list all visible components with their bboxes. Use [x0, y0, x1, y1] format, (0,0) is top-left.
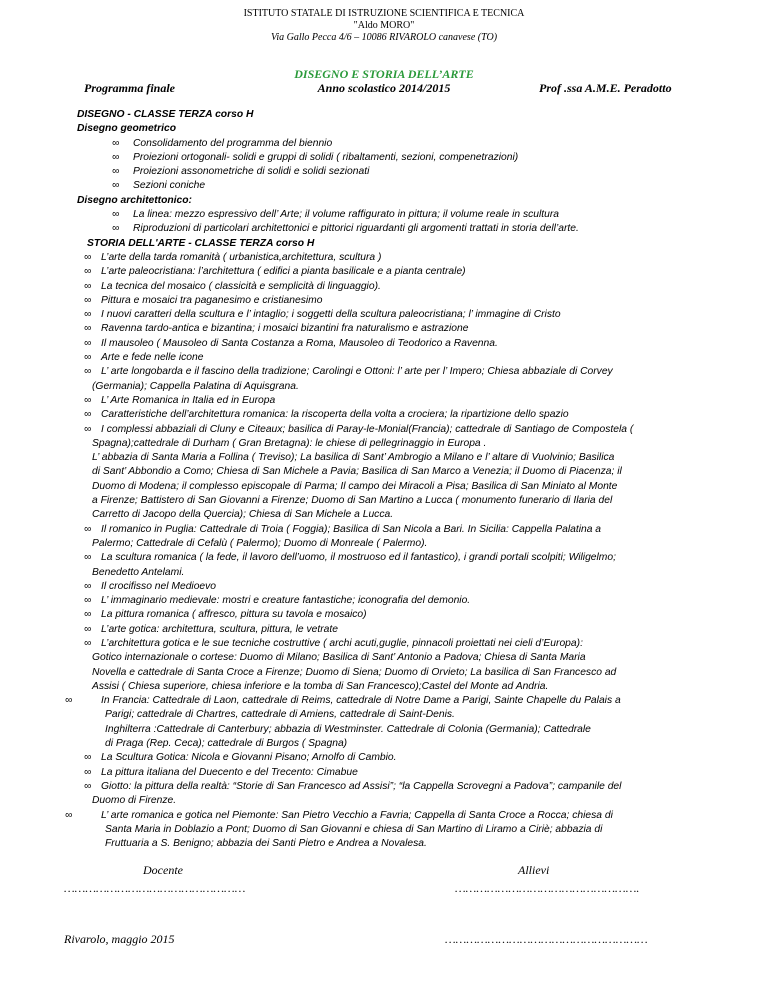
line-text: Sezioni coniche [133, 180, 206, 192]
program-line [77, 437, 707, 451]
line-text: La pittura italiana del Duecento e del Trecento: Cimabue [101, 766, 358, 778]
line-text: Proiezioni ortogonali- solidi e gruppi di solidi ( ribaltamenti, sezioni, compenetrazioni) [133, 151, 519, 163]
program-line [77, 751, 707, 765]
bullet-icon: ∞ [84, 294, 92, 306]
program-line [77, 666, 707, 680]
line-text: La tecnica del mosaico ( classicità e semplicità di linguaggio). [101, 280, 381, 292]
program-line [77, 780, 707, 794]
line-text: Palermo; Cattedrale di Cefalù ( Palermo); Duomo di Monreale ( Palermo). [92, 537, 428, 549]
bullet-icon: ∞ [112, 166, 120, 178]
line-text: Spagna);cattedrale di Durham ( Gran Bretagna): le chiese di pellegrinaggio in Europa . [92, 437, 487, 449]
place-date: Rivarolo, maggio 2015 [64, 932, 175, 946]
program-line [77, 365, 707, 379]
bullet-icon: ∞ [84, 394, 92, 406]
line-text: STORIA DELL'ARTE - CLASSE TERZA corso H [87, 237, 315, 249]
line-text: Carretto di Jacopo della Quercia); Chiesa di San Michele a Lucca. [92, 509, 394, 521]
program-line [77, 280, 707, 294]
program-line [77, 623, 707, 637]
line-text: I nuovi caratteri della scultura e l’ intaglio; i soggetti della scultura paleocristiana; l’ immagine di Cristo [101, 309, 561, 321]
program-line [77, 380, 707, 394]
program-line [77, 794, 707, 808]
program-line [77, 708, 707, 722]
line-text: Pittura e mosaici tra paganesimo e cristianesimo [101, 294, 323, 306]
bullet-icon: ∞ [84, 609, 92, 621]
line-text: Duomo di Firenze. [92, 795, 177, 807]
bullet-icon: ∞ [84, 352, 92, 364]
line-text: Il mausoleo ( Mausoleo di Santa Costanza a Roma, Mausoleo di Teodorico a Ravenna. [101, 337, 498, 349]
bullet-icon: ∞ [84, 266, 92, 278]
line-text: (Germania); Cappella Palatina di Aquisgrana. [92, 380, 299, 392]
line-text: Giotto: la pittura della realtà: “Storie di San Francesco ad Assisi”; “la Cappella Scrovegni a Padova”; campanile del [101, 780, 622, 792]
program-line [77, 523, 707, 537]
docente-label: Docente [143, 863, 183, 877]
line-text: Santa Maria in Doblazio a Pont; Duomo di San Giovanni e chiesa di San Martino di Liramo a Ciriè; abbazia di [105, 823, 603, 835]
bullet-icon: ∞ [84, 766, 92, 778]
school-year: Anno scolastico 2014/2015 [317, 81, 451, 95]
line-text: La pittura romanica ( affresco, pittura su tavola e mosaico) [101, 609, 367, 621]
program-line [77, 551, 707, 565]
bullet-icon: ∞ [84, 637, 92, 649]
bullet-icon: ∞ [84, 423, 92, 435]
line-text: Gotico internazionale o cortese: Duomo di Milano; Basilica di Sant’ Antonio a Padova; Chiesa di Santa Maria [92, 652, 586, 664]
program-line [77, 108, 707, 122]
bullet-icon: ∞ [112, 209, 120, 221]
line-text: L’ abbazia di Santa Maria a Follina ( Treviso); La basilica di Sant’ Ambrogio a Milano e l’ altare di Vuolvinio; Basilica [92, 452, 615, 464]
line-text: L’ arte romanica e gotica nel Piemonte: San Pietro Vecchio a Favria; Cappella di Santa Croce a Rocca; chiesa di [101, 809, 613, 821]
program-line [77, 823, 707, 837]
line-text: Disegno geometrico [77, 123, 176, 135]
bullet-icon: ∞ [84, 580, 92, 592]
program-line [77, 222, 707, 236]
program-line [77, 394, 707, 408]
bullet-icon: ∞ [84, 595, 92, 607]
line-text: Caratteristiche dell’architettura romanica: la riscoperta della volta a crociera; la ripartizione dello spazio [101, 409, 569, 421]
docente-signature-line: …………………………………………… [64, 881, 246, 895]
line-text: Il crocifisso nel Medioevo [101, 580, 217, 592]
bullet-icon: ∞ [112, 137, 120, 149]
program-line [77, 594, 707, 608]
bullet-icon: ∞ [112, 151, 120, 163]
bullet-icon: ∞ [84, 280, 92, 292]
bullet-icon: ∞ [65, 695, 73, 707]
line-text: di Praga (Rep. Ceca); cattedrale di Burgos ( Spagna) [105, 738, 348, 750]
program-content [65, 108, 707, 851]
line-text: Benedetto Antelami. [92, 566, 185, 578]
program-line [77, 122, 707, 136]
program-line [77, 179, 707, 193]
program-line [77, 408, 707, 422]
line-text: Inghilterra :Cattedrale di Canterbury; abbazia di Westminster. Cattedrale di Colonia (Germania); Cattedrale [105, 723, 591, 735]
line-text: Disegno architettonico: [77, 194, 192, 206]
allievi-signature-line: ……………………………………………. [455, 881, 640, 895]
program-line [77, 308, 707, 322]
line-text: L’arte gotica: architettura, scultura, pittura, le vetrate [101, 623, 338, 635]
program-line [77, 480, 707, 494]
program-line [77, 651, 707, 665]
line-text: I complessi abbaziali di Cluny e Citeaux; basilica di Paray-le-Monial(Francia); cattedrale di Santiago de Compostela ( [101, 423, 634, 435]
bullet-icon: ∞ [84, 623, 92, 635]
line-text: L’ arte longobarda e il fascino della tradizione; Carolingi e Ottoni: l’ arte per l’ Impero; Chiesa abbaziale di Corvey [101, 366, 613, 378]
program-line [77, 465, 707, 479]
program-line [65, 694, 707, 708]
program-line [77, 151, 707, 165]
line-text: L’arte della tarda romanità ( urbanistica,architettura, scultura ) [101, 251, 382, 263]
program-line [77, 423, 707, 437]
program-line [65, 809, 707, 823]
program-line [77, 294, 707, 308]
bullet-icon: ∞ [84, 523, 92, 535]
program-line [77, 137, 707, 151]
line-text: La linea: mezzo espressivo dell’ Arte; il volume raffigurato in pittura; il volume reale in scultura [133, 209, 559, 221]
program-line [77, 608, 707, 622]
line-text: Arte e fede nelle icone [101, 352, 204, 364]
program-line [77, 165, 707, 179]
line-text: L’ immaginario medievale: mostri e creature fantastiche; iconografia del demonio. [101, 595, 471, 607]
line-text: Assisi ( Chiesa superiore, chiesa inferiore e la tomba di San Francesco);Castel del Monte ad Andria. [92, 680, 549, 692]
bullet-icon: ∞ [65, 809, 73, 821]
program-line [77, 580, 707, 594]
subject-title: DISEGNO E STORIA DELL’ARTE [294, 67, 474, 81]
bullet-icon: ∞ [84, 780, 92, 792]
line-text: La scultura romanica ( la fede, il lavoro dell’uomo, il mostruoso ed il fantastico), i grandi portali scolpiti; Wiligelmo; [101, 552, 616, 564]
line-text: L’arte paleocristiana: l’architettura ( edifici a pianta basilicale e a pianta centrale) [101, 266, 466, 278]
program-line [77, 723, 707, 737]
bullet-icon: ∞ [84, 337, 92, 349]
bullet-icon: ∞ [84, 323, 92, 335]
line-text: di Sant’ Abbondio a Como; Chiesa di San Michele a Pavia; Basilica di San Marco a Venezia; il Duomo di Piacenza; il [92, 466, 622, 478]
program-line [77, 537, 707, 551]
line-text: a Firenze; Battistero di San Giovanni a Firenze; Duomo di San Martino a Lucca ( monumento funerario di Ilaria del [92, 495, 613, 507]
program-line [77, 351, 707, 365]
program-line [77, 737, 707, 751]
line-text: Proiezioni assonometriche di solidi e solidi sezionati [133, 166, 370, 178]
program-line [77, 680, 707, 694]
bullet-icon: ∞ [84, 309, 92, 321]
school-address: Via Gallo Pecca 4/6 – 10086 RIVAROLO canavese (TO) [270, 32, 498, 43]
program-line [77, 566, 707, 580]
program-line [77, 451, 707, 465]
program-line [77, 322, 707, 336]
line-text: Consolidamento del programma del biennio [133, 137, 333, 149]
line-text: Parigi; cattedrale di Chartres, cattedrale di Amiens, cattedrale di Saint-Denis. [105, 709, 455, 721]
program-line [77, 237, 707, 251]
line-text: La Scultura Gotica: Nicola e Giovanni Pisano; Arnolfo di Cambio. [101, 752, 397, 764]
bullet-icon: ∞ [84, 409, 92, 421]
bullet-icon: ∞ [84, 366, 92, 378]
professor-name: Prof .ssa A.M.E. Peradotto [539, 81, 672, 95]
bullet-icon: ∞ [84, 752, 92, 764]
line-text: Ravenna tardo-antica e bizantina; i mosaici bizantini fra naturalismo e astrazione [101, 323, 469, 335]
line-text: Riproduzioni di particolari architettonici e pittorici riguardanti gli argomenti trattati in storia dell’arte. [133, 223, 579, 235]
program-line [77, 337, 707, 351]
program-line [77, 251, 707, 265]
bullet-icon: ∞ [84, 552, 92, 564]
line-text: DISEGNO - CLASSE TERZA corso H [77, 109, 254, 120]
line-text: L’ Arte Romanica in Italia ed in Europa [101, 394, 276, 406]
program-label: Programma finale [84, 81, 176, 95]
program-line [77, 208, 707, 222]
program-line [77, 265, 707, 279]
bullet-icon: ∞ [112, 180, 120, 192]
program-line [77, 494, 707, 508]
line-text: Fruttuaria a S. Benigno; abbazia dei Santi Pietro e Andrea a Novalesa. [105, 838, 427, 850]
allievi-label: Allievi [518, 863, 550, 877]
program-line [77, 508, 707, 522]
allievi-signature-line-2: ………………………………………………… [445, 932, 648, 946]
line-text: Novella e cattedrale di Santa Croce a Firenze; Duomo di Siena; Duomo di Orvieto; La basilica di San Francesco ad [92, 666, 617, 678]
program-line [77, 766, 707, 780]
bullet-icon: ∞ [112, 223, 120, 235]
program-line [77, 194, 707, 208]
school-subtitle: "Aldo MORO" [353, 20, 415, 31]
line-text: In Francia: Cattedrale di Laon, cattedrale di Reims, cattedrale di Notre Dame a Parigi, Sainte Chapelle du Palais a [101, 695, 621, 707]
bullet-icon: ∞ [84, 251, 92, 263]
line-text: Duomo di Modena; il complesso episcopale di Parma; Il campo dei Miracoli a Pisa; Basilica di San Miniato al Monte [92, 480, 618, 492]
program-line [77, 637, 707, 651]
school-name: ISTITUTO STATALE DI ISTRUZIONE SCIENTIFICA E TECNICA [243, 8, 525, 19]
line-text: L’architettura gotica e le sue tecniche costruttive ( archi acuti,guglie, pinnacoli proiettati nei cieli d’Europa): [101, 637, 583, 649]
line-text: Il romanico in Puglia: Cattedrale di Troia ( Foggia); Basilica di San Nicola a Bari. In Sicilia: Cappella Palatina a [101, 523, 602, 535]
program-line [77, 837, 707, 851]
